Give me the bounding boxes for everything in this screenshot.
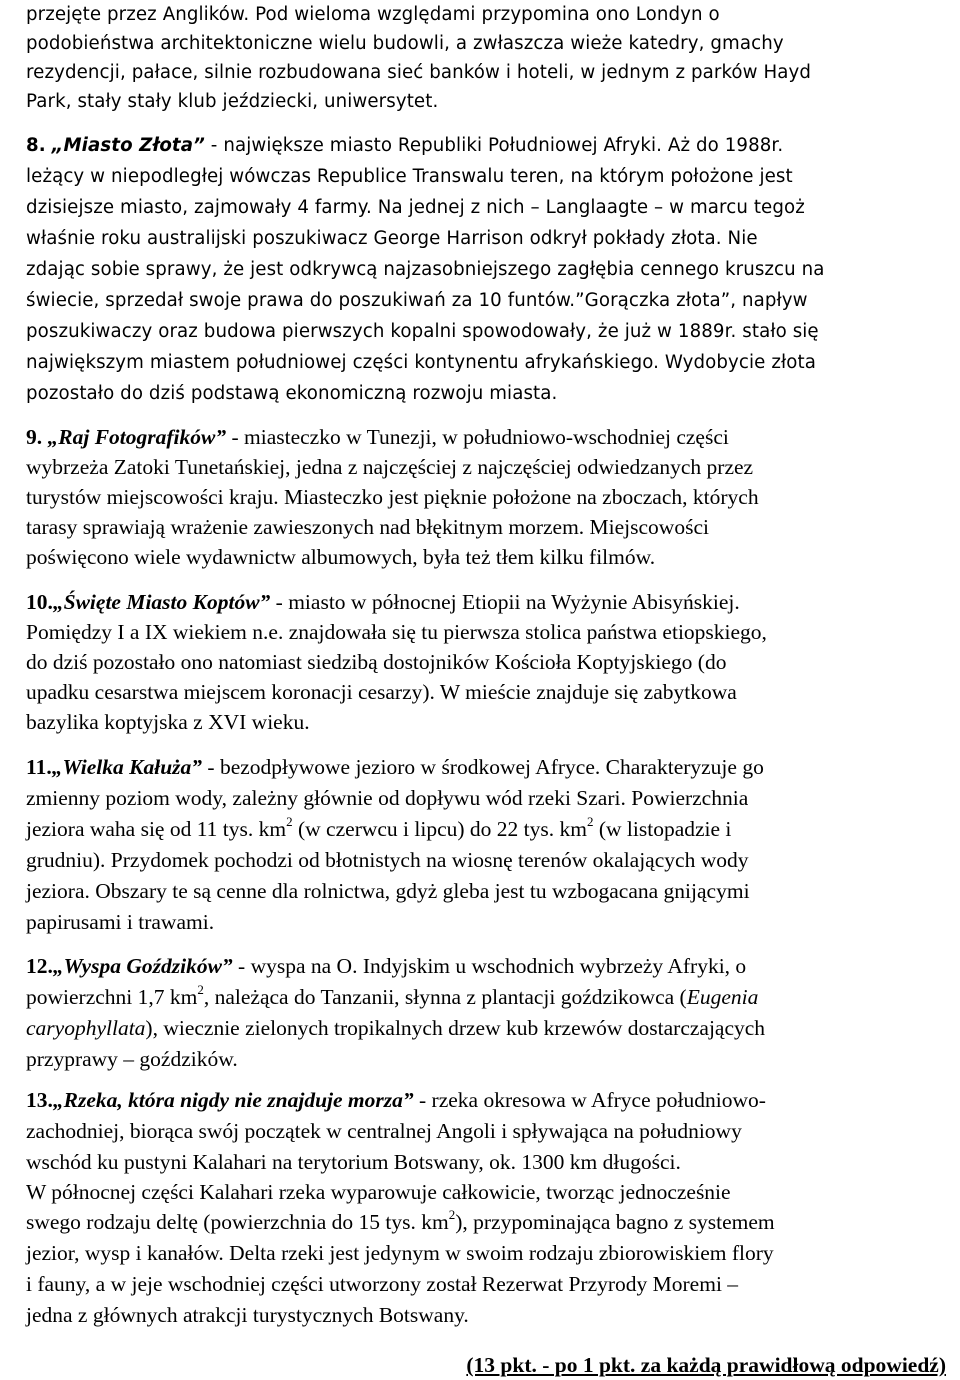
- item-line: poświęcono wiele wydawnictw albumowych, była też tłem kilku filmów.: [26, 545, 656, 569]
- item-line: papirusami i trawami.: [26, 910, 215, 934]
- item-line-area: [26, 982, 758, 1012]
- item-title: „Miasto Złota”: [51, 135, 205, 156]
- item-line: upadku cesarstwa miejscem koronacji cesarzy). W mieście znajduje się zabytkowa: [26, 680, 737, 704]
- item-line: właśnie roku australijski poszukiwacz George Harrison odkrył pokłady złota. Nie: [26, 228, 758, 249]
- item-number: 8.: [26, 135, 46, 156]
- item-description: - miasteczko w Tunezji, w południowo-wschodniej części: [226, 425, 729, 449]
- item-number: 13.: [26, 1088, 53, 1112]
- superscript: 2: [586, 813, 594, 829]
- item-number: 11.: [26, 755, 52, 779]
- item-title: „Wyspa Goździków”: [52, 954, 233, 978]
- item-line: turystów miejscowości kraju. Miasteczko jest pięknie położone na zboczach, których: [26, 485, 759, 509]
- item-line: zmienny poziom wody, zależny głównie od dopływu wód rzeki Szari. Powierzchnia: [26, 786, 749, 810]
- latin-name: Eugenia: [686, 985, 759, 1009]
- superscript: 2: [197, 981, 204, 997]
- text-run: (w listopadzie i: [593, 817, 732, 841]
- item-line: wybrzeża Zatoki Tunetańskiej, jedna z najczęściej z najczęściej odwiedzanych przez: [26, 455, 754, 479]
- item-line: bazylika koptyjska z XVI wieku.: [26, 710, 310, 734]
- text-run: ), przypominająca bagno z systemem: [455, 1210, 775, 1234]
- text-run: ), wiecznie zielonych tropikalnych drzew kub krzewów dostarczających: [145, 1016, 766, 1040]
- item-line-area: [26, 1207, 775, 1237]
- item-description: - wyspa na O. Indyjskim u wschodnich wybrzeży Afryki, o: [232, 954, 747, 978]
- item-line: jeziora. Obszary te są cenne dla rolnictwa, gdyż gleba jest tu wzbogacana gnijącymi: [26, 879, 750, 903]
- item-line: zdając sobie sprawy, że jest odkrywcą najzasobniejszego zagłębia cennego kruszcu na: [26, 259, 825, 280]
- item-line: przyprawy – goździków.: [26, 1047, 238, 1071]
- item-line: zachodniej, biorąca swój początek w centralnej Angoli i spływająca na południowy: [26, 1119, 742, 1143]
- item-description: - największe miasto Republiki Południowej Afryki. Aż do 1988r.: [204, 135, 784, 156]
- item-line-area: [26, 814, 731, 844]
- text-run: swego rodzaju deltę (powierzchnia do 15 tys. km: [26, 1210, 449, 1234]
- item-12-heading: [26, 951, 746, 981]
- item-line: W północnej części Kalahari rzeka wyparowuje całkowicie, tworząc jednocześnie: [26, 1180, 731, 1204]
- item-line: do dziś pozostało ono natomiast siedzibą dostojników Kościoła Koptyjskiego (do: [26, 650, 727, 674]
- intro-line: przejęte przez Anglików. Pod wieloma względami przypomina ono Londyn o: [26, 4, 720, 25]
- item-description: - bezodpływowe jezioro w środkowej Afryce. Charakteryzuje go: [202, 755, 764, 779]
- item-number: 10.: [26, 590, 53, 614]
- intro-line: podobieństwa architektoniczne wielu budowli, a zwłaszcza wieże katedry, gmachy: [26, 33, 784, 54]
- intro-line: rezydencji, pałace, silnie rozbudowana sieć banków i hoteli, w jednym z parków Hayd: [26, 62, 812, 83]
- item-line: pozostało do dziś podstawą ekonomiczną rozwoju miasta.: [26, 383, 558, 404]
- item-title: „Święte Miasto Koptów”: [52, 590, 271, 614]
- item-line: grudniu). Przydomek pochodzi od błotnistych na wiosnę terenów okalających wody: [26, 848, 749, 872]
- item-8-heading: [26, 131, 783, 161]
- item-13-heading: [26, 1085, 766, 1115]
- item-line: największym miastem południowej części kontynentu afrykańskiego. Wydobycie złota: [26, 352, 816, 373]
- item-line: dzisiejsze miasto, zajmowały 4 farmy. Na jednej z nich – Langlaagte – w marcu tegoż: [26, 197, 805, 218]
- item-line: wschód ku pustyni Kalahari na terytorium Botswany, ok. 1300 km długości.: [26, 1150, 681, 1174]
- item-line: jedna z głównych atrakcji turystycznych Botswany.: [26, 1303, 469, 1327]
- text-run: powierzchni 1,7 km: [26, 985, 198, 1009]
- item-line: poszukiwaczy oraz budowa pierwszych kopalni spowodowały, że już w 1889r. stało się: [26, 321, 819, 342]
- item-title: „Rzeka, która nigdy nie znajduje morza”: [52, 1088, 414, 1112]
- item-number: 12.: [26, 954, 53, 978]
- item-title: „Wielka Kałuża”: [51, 755, 203, 779]
- item-line: tarasy sprawiają wrażenie zawieszonych nad błękitnym morzem. Miejscowości: [26, 515, 709, 539]
- item-title: „Raj Fotografików”: [47, 425, 227, 449]
- item-line: Pomiędzy I a IX wiekiem n.e. znajdowała się tu pierwsza stolica państwa etiopskiego,: [26, 620, 767, 644]
- item-line-latin: [26, 1013, 765, 1043]
- latin-name: caryophyllata: [26, 1016, 146, 1040]
- item-9-heading: [26, 422, 729, 452]
- item-line: świecie, sprzedał swoje prawa do poszukiwań za 10 funtów.”Gorączka złota”, napływ: [26, 290, 808, 311]
- item-10-heading: [26, 587, 740, 617]
- text-run: (w czerwcu i lipcu) do 22 tys. km: [292, 817, 587, 841]
- superscript: 2: [286, 813, 293, 829]
- item-description: - rzeka okresowa w Afryce południowo-: [413, 1088, 766, 1112]
- score-note: (13 pkt. - po 1 pkt. za każdą prawidłową odpowiedź): [466, 1353, 946, 1377]
- item-line: i fauny, a w jeje wschodniej części utworzony został Rezerwat Przyrody Moremi –: [26, 1272, 739, 1296]
- item-line: jezior, wysp i kanałów. Delta rzeki jest jedynym w swoim rodzaju zbiorowiskiem flory: [26, 1241, 774, 1265]
- text-run: , należąca do Tanzanii, słynna z plantacji goździkowca (: [203, 985, 687, 1009]
- item-description: - miasto w północnej Etiopii na Wyżynie Abisyńskiej.: [270, 590, 740, 614]
- text-run: jeziora waha się od 11 tys. km: [26, 817, 287, 841]
- item-number: 9.: [26, 425, 43, 449]
- superscript: 2: [448, 1206, 456, 1222]
- intro-line: Park, stały stały klub jeździecki, uniwersytet.: [26, 91, 439, 112]
- item-line: leżący w niepodległej wówczas Republice Transwalu teren, na którym położone jest: [26, 166, 793, 187]
- item-11-heading: [26, 752, 764, 782]
